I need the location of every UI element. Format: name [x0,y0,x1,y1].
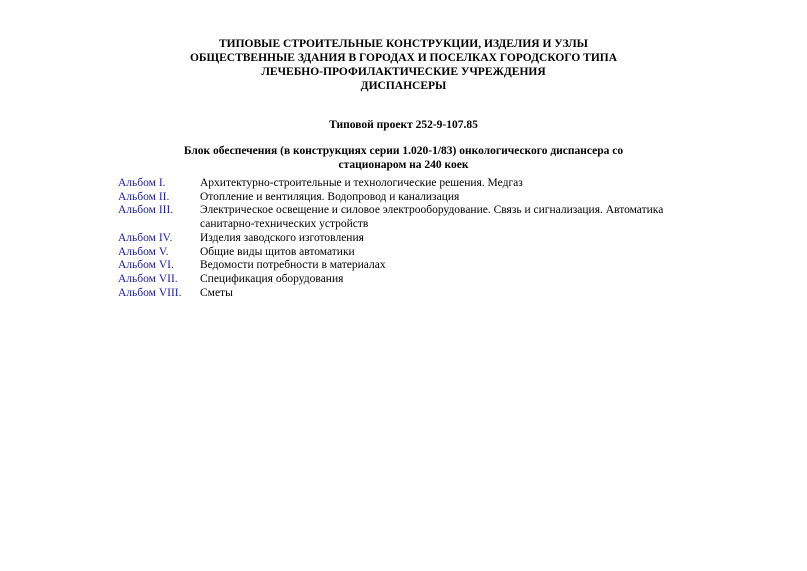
album-row-2 [118,191,678,205]
album-link-3[interactable]: Альбом III. [118,204,174,217]
album-row-1 [118,177,678,191]
header-line-subcategory: ЛЕЧЕБНО-ПРОФИЛАКТИЧЕСКИЕ УЧРЕЖДЕНИЯ [261,66,546,78]
header-line-series: ТИПОВЫЕ СТРОИТЕЛЬНЫЕ КОНСТРУКЦИИ, ИЗДЕЛИЯ И УЗЛЫ [219,38,588,50]
album-link-2[interactable]: Альбом II. [118,190,170,203]
album-link-8[interactable]: Альбом VIII. [118,286,182,299]
project-title [0,144,807,172]
header-line-type: ДИСПАНСЕРЫ [360,80,447,92]
document-header [0,37,807,93]
album-row-5 [118,246,678,260]
album-description-2: Отопление и вентиляция. Водопровод и канализация [200,190,460,203]
album-description-1: Архитектурно-строительные и технологические решения. Медгаз [200,177,523,189]
album-description-3: Электрическое освещение и силовое электрооборудование. Связь и сигнализация. Автоматика санитарно-технических устройств [200,204,664,231]
album-description-6: Ведомости потребности в материалах [200,259,386,272]
album-description-8: Сметы [200,286,233,299]
album-description-4: Изделия заводского изготовления [200,231,364,244]
album-list [118,177,678,300]
album-row-6 [118,259,678,273]
album-row-4 [118,232,678,246]
album-row-3 [118,204,678,231]
album-link-5[interactable]: Альбом V. [118,245,169,258]
project-title-line-2: стационаром на 240 коек [338,159,469,171]
album-link-7[interactable]: Альбом VII. [118,272,178,285]
header-line-category: ОБЩЕСТВЕННЫЕ ЗДАНИЯ В ГОРОДАХ И ПОСЕЛКАХ ГОРОДСКОГО ТИПА [189,52,618,64]
project-title-line-1: Блок обеспечения (в конструкциях серии 1.020-1/83) онкологического диспансера со [183,145,624,157]
album-link-1[interactable]: Альбом I. [118,177,166,189]
album-link-6[interactable]: Альбом VI. [118,259,174,272]
album-row-7 [118,273,678,287]
album-link-4[interactable]: Альбом IV. [118,231,173,244]
album-description-5: Общие виды щитов автоматики [200,245,355,258]
album-row-8 [118,287,678,301]
project-number: Типовой проект 252-9-107.85 [329,119,478,131]
album-description-7: Спецификация оборудования [200,272,344,285]
